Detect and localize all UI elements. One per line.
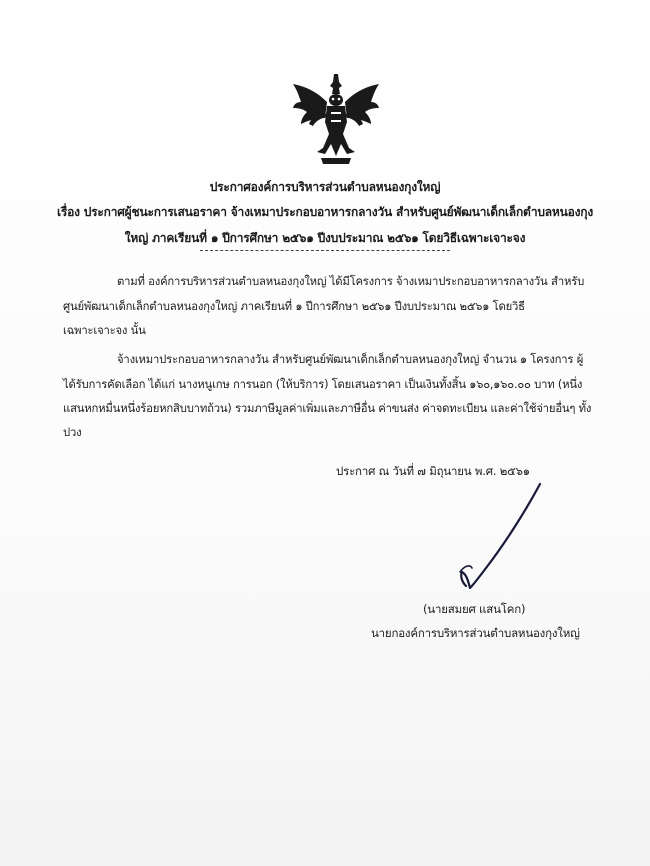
handwritten-signature: [440, 480, 550, 600]
subject-line-2: ใหญ่ ภาคเรียนที่ ๑ ปีการศึกษา ๒๕๖๑ ปีงบประมาณ ๒๕๖๑ โดยวิธีเฉพาะเจาะจง: [124, 231, 526, 245]
announcement-date: ประกาศ ณ วันที่ ๗ มิถุนายน พ.ศ. ๒๕๖๑: [336, 464, 530, 478]
paragraph-1-line-3: เฉพาะเจาะจง นั้น: [63, 324, 146, 337]
garuda-emblem-icon: [287, 72, 385, 166]
paragraph-2-line-4: ปวง: [63, 426, 82, 439]
paragraph-2-line-2: ได้รับการคัดเลือก ได้แก่ นางหนูเกษ การนอก (ให้บริการ) โดยเสนอราคา เป็นเงินทั้งสิ้น ๑๖๐,๑๖๐.๐๐ บาท (หนึ่ง: [63, 378, 583, 391]
subject-line-1: เรื่อง ประกาศผู้ชนะการเสนอราคา จ้างเหมาประกอบอาหารกลางวัน สำหรับศูนย์พัฒนาเด็กเล็กตำบลหนองกุง: [56, 205, 594, 219]
signer-name: (นายสมยศ แสนโคก): [423, 602, 526, 616]
separator-rule: [200, 250, 450, 251]
agency-heading: ประกาศองค์การบริหารส่วนตำบลหนองกุงใหญ่: [209, 180, 441, 194]
signer-position: นายกองค์การบริหารส่วนตำบลหนองกุงใหญ่: [371, 626, 580, 640]
paragraph-1-line-2: ศูนย์พัฒนาเด็กเล็กตำบลหนองกุงใหญ่ ภาคเรียนที่ ๑ ปีการศึกษา ๒๕๖๑ ปีงบประมาณ ๒๕๖๑ โดยวิธี: [63, 300, 525, 313]
paragraph-2-line-3: แสนหกหมื่นหนึ่งร้อยหกสิบบาทถ้วน) รวมภาษีมูลค่าเพิ่มและภาษีอื่น ค่าขนส่ง ค่าจดทะเบียน และค่าใช้จ่ายอื่นๆ ทั้ง: [63, 402, 592, 415]
paragraph-1-line-1: ตามที่ องค์การบริหารส่วนตำบลหนองกุงใหญ่ ได้มีโครงการ จ้างเหมาประกอบอาหารกลางวัน สำหรับ: [117, 275, 585, 288]
paragraph-2-line-1: จ้างเหมาประกอบอาหารกลางวัน สำหรับศูนย์พัฒนาเด็กเล็กตำบลหนองกุงใหญ่ จำนวน ๑ โครงการ ผู้: [117, 353, 584, 366]
